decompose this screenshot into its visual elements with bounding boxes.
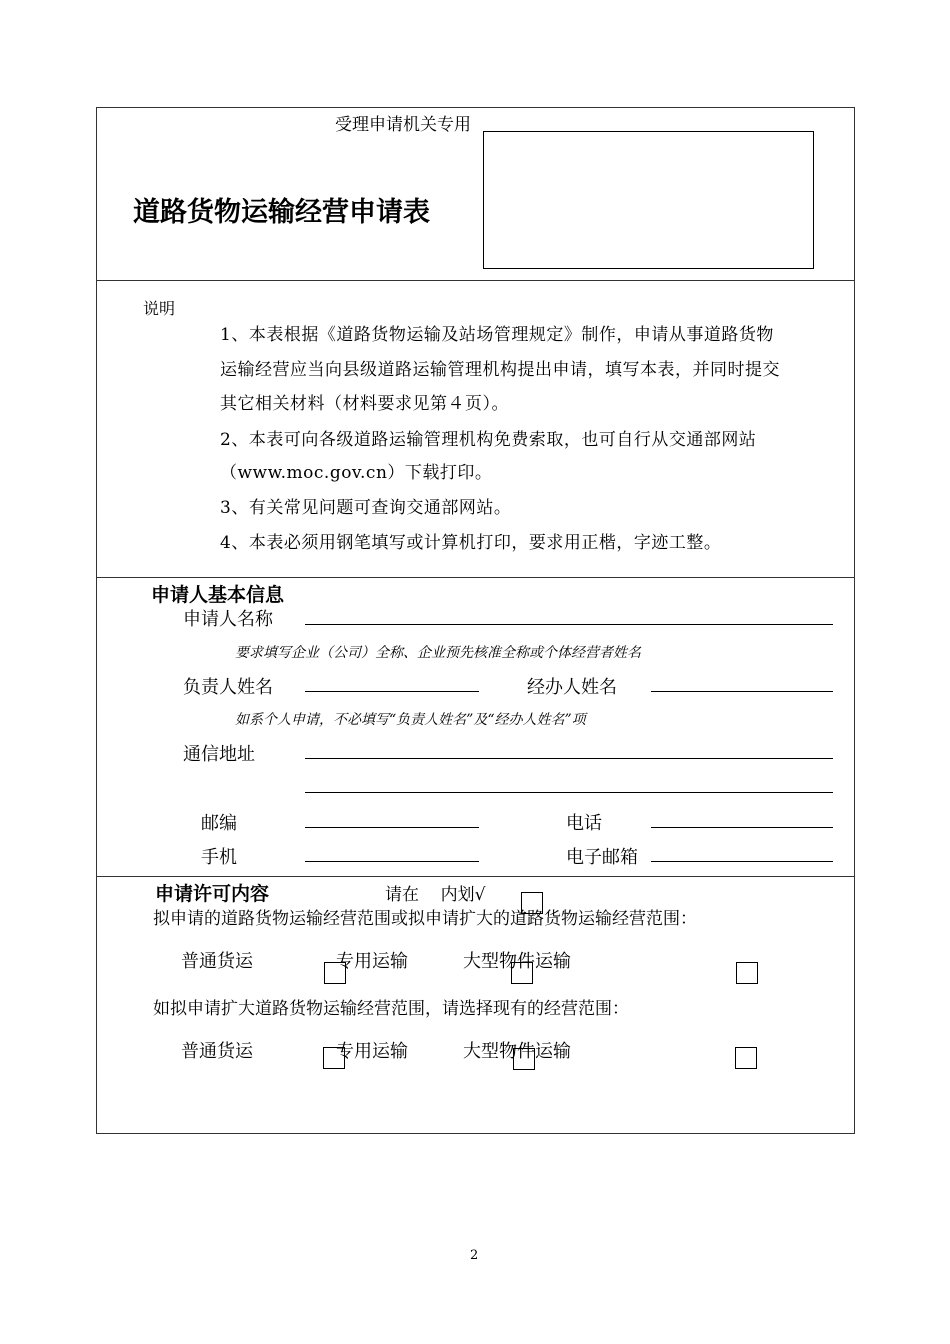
scope-option-general-label: 普通货运 bbox=[181, 951, 253, 972]
section-divider bbox=[96, 577, 855, 578]
page-number: 2 bbox=[470, 1248, 479, 1263]
instruction-line: 其它相关材料（材料要求见第４页）。 bbox=[220, 394, 509, 414]
address-field-line-2[interactable] bbox=[305, 792, 833, 793]
mobile-field[interactable] bbox=[305, 861, 479, 862]
mobile-label: 手机 bbox=[201, 847, 237, 868]
scope-question: 拟申请的道路货物运输经营范围或拟申请扩大的道路货物运输经营范围： bbox=[153, 909, 697, 929]
applicant-heading: 申请人基本信息 bbox=[151, 584, 285, 606]
instruction-line: 运输经营应当向县级道路运输管理机构提出申请，填写本表，并同时提交 bbox=[220, 360, 780, 380]
postcode-label: 邮编 bbox=[201, 813, 237, 834]
scope-checkbox-large[interactable] bbox=[736, 962, 758, 984]
scope-option-special-label: 专用运输 bbox=[336, 951, 408, 972]
email-field[interactable] bbox=[651, 861, 833, 862]
phone-label: 电话 bbox=[566, 813, 602, 834]
address-label: 通信地址 bbox=[183, 744, 255, 765]
existing-option-large-label: 大型物件运输 bbox=[463, 1041, 571, 1062]
existing-scope-question: 如拟申请扩大道路货物运输经营范围，请选择现有的经营范围： bbox=[153, 999, 629, 1019]
applicant-name-note: 要求填写企业（公司）全称、企业预先核准全称或个体经营者姓名 bbox=[235, 645, 641, 661]
section-divider bbox=[96, 280, 855, 281]
instruction-line: 1、本表根据《道路货物运输及站场管理规定》制作，申请从事道路货物 bbox=[220, 325, 774, 345]
phone-field[interactable] bbox=[651, 827, 833, 828]
responsible-person-field[interactable] bbox=[305, 691, 479, 692]
instruction-line: 2、本表可向各级道路运输管理机构免费索取，也可自行从交通部网站 bbox=[220, 430, 757, 450]
existing-option-general-label: 普通货运 bbox=[181, 1041, 253, 1062]
existing-checkbox-large[interactable] bbox=[735, 1047, 757, 1069]
form-title: 道路货物运输经营申请表 bbox=[133, 197, 430, 228]
applicant-name-field[interactable] bbox=[305, 624, 833, 625]
postcode-field[interactable] bbox=[305, 827, 479, 828]
scope-option-large-label: 大型物件运输 bbox=[463, 951, 571, 972]
instruction-line: 4、本表必须用钢笔填写或计算机打印，要求用正楷，字迹工整。 bbox=[220, 533, 722, 553]
instructions-heading: 说明 bbox=[143, 299, 176, 318]
handler-label: 经办人姓名 bbox=[527, 677, 617, 698]
handler-field[interactable] bbox=[651, 691, 833, 692]
checkbox-hint: 请在 内划√ bbox=[385, 885, 486, 905]
official-use-label: 受理申请机关专用 bbox=[335, 115, 471, 135]
address-field[interactable] bbox=[305, 758, 833, 759]
instruction-line: （www.moc.gov.cn）下载打印。 bbox=[220, 463, 493, 483]
permit-heading: 申请许可内容 bbox=[155, 883, 270, 905]
email-label: 电子邮箱 bbox=[566, 847, 638, 868]
official-use-box[interactable] bbox=[483, 131, 814, 269]
person-note: 如系个人申请，不必填写“负责人姓名”及“经办人姓名”项 bbox=[235, 712, 586, 728]
instruction-line: 3、有关常见问题可查询交通部网站。 bbox=[220, 498, 512, 518]
section-divider bbox=[96, 876, 855, 877]
responsible-person-label: 负责人姓名 bbox=[183, 677, 273, 698]
existing-option-special-label: 专用运输 bbox=[336, 1041, 408, 1062]
applicant-name-label: 申请人名称 bbox=[183, 609, 273, 630]
